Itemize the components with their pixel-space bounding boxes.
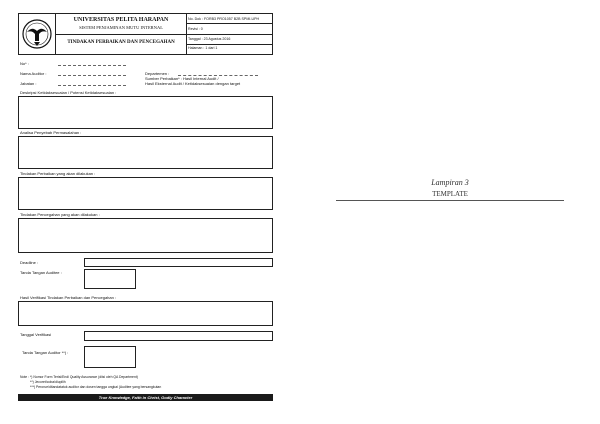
doc-number: No. Dok : FORB3 PRO1057 B2B SPMI-UPH xyxy=(188,17,260,21)
footer-motto: True Knowledge, Faith in Christ, Godly Character xyxy=(98,395,193,400)
description-label: Deskripsi Ketidaksesuaian / Potensi Ketidaksesuaian : xyxy=(20,90,117,95)
page-count: Halaman : 1 dari 1 xyxy=(188,46,218,50)
university-logo-icon xyxy=(22,16,52,52)
correction-box[interactable] xyxy=(18,177,273,210)
auditor-sign-box[interactable] xyxy=(84,346,136,368)
correction-label: Tindakan Perbaikan yang akan dilakukan : xyxy=(20,171,96,176)
appendix-subtitle: TEMPLATE xyxy=(432,190,468,198)
header-divider-r1 xyxy=(186,23,273,24)
header-divider-title xyxy=(55,34,186,35)
note-line-1: Note : *) Nomor Form Terisi/Endi Quality Assurance (diisi oleh QA Department) xyxy=(20,375,138,379)
university-name: UNIVERSITAS PELITA HARAPAN xyxy=(73,17,169,23)
header-divider-r3 xyxy=(186,44,273,45)
right-page xyxy=(300,0,600,424)
appendix-rule xyxy=(336,200,564,201)
no-label: No* : xyxy=(20,61,29,66)
deadline-field[interactable] xyxy=(84,258,273,267)
appendix-title: Lampiran 3 xyxy=(431,178,469,187)
prevention-label: Tindakan Pencegahan yang akan dilakukan : xyxy=(20,212,100,217)
auditor-label: Nama Auditor : xyxy=(20,71,47,76)
no-line[interactable] xyxy=(58,65,126,66)
verification-label: Hasil Verifikasi Tindakan Perbaikan dan Pencegahan : xyxy=(20,295,117,300)
header-divider-r2 xyxy=(186,34,273,35)
verification-date-field[interactable] xyxy=(84,331,273,341)
cause-label: Analisa Penyebab Permasalahan : xyxy=(20,130,82,135)
issue-date: Tanggal : 23 Agustus 2016 xyxy=(188,37,231,41)
prevention-box[interactable] xyxy=(18,218,273,253)
deadline-label: Deadline : xyxy=(20,260,39,265)
revision: Revisi : 0 xyxy=(188,27,203,31)
auditee-sign-box[interactable] xyxy=(84,269,136,289)
note-line-2: **) Jecoret/coba/diupilih xyxy=(30,380,66,384)
system-name: SISTEM PENJAMINAN MUTU INTERNAL xyxy=(79,25,163,30)
source-label-line2: Hasil Eksternal Audit / Ketidaksesuaian dengan target xyxy=(145,81,241,86)
position-label: Jabatan : xyxy=(20,81,37,86)
source-label: Sumber Perbaikan* : Hasil Internal Audit / xyxy=(145,76,219,81)
department-label: Departemen : xyxy=(145,71,170,76)
position-line[interactable] xyxy=(58,85,126,86)
verification-box[interactable] xyxy=(18,301,273,326)
description-box[interactable] xyxy=(18,96,273,129)
cause-box[interactable] xyxy=(18,136,273,169)
auditor-sign-label: Tanda Tangan Auditor **) : xyxy=(22,350,69,355)
note-line-3: ***) Perorue/ditandatatuk auditor dan dosen tangga ungkai (Auditee yang bersangkutan xyxy=(30,385,162,389)
auditee-sign-label: Tanda Tangan Auditee : xyxy=(20,270,62,275)
auditor-line[interactable] xyxy=(58,75,126,76)
form-title: TINDAKAN PERBAIKAN DAN PENCEGAHAN xyxy=(67,40,175,45)
verification-date-label: Tanggal Verifikasi xyxy=(20,332,52,337)
